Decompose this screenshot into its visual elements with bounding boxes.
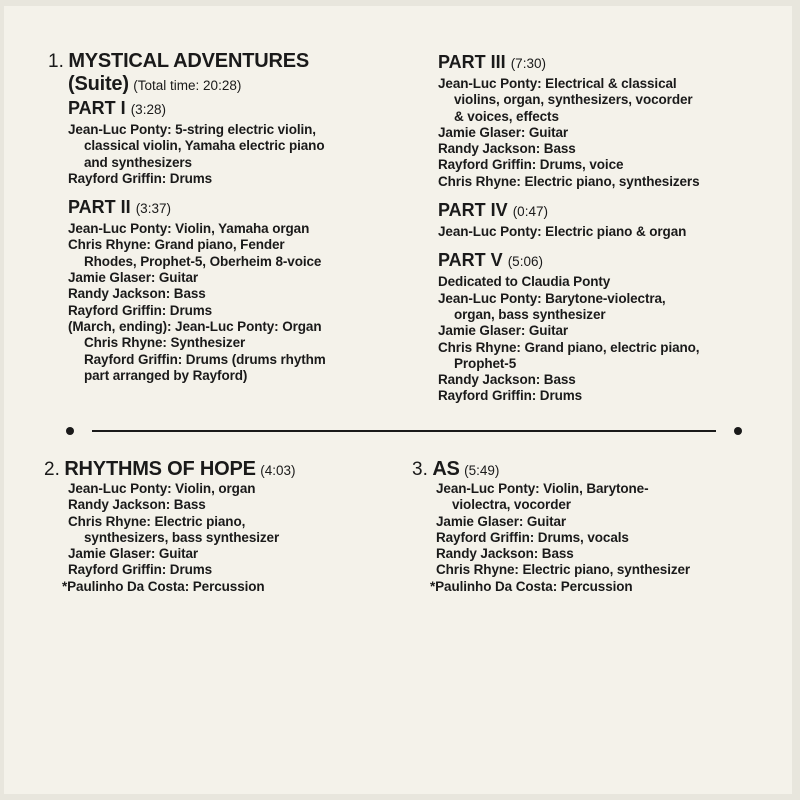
- track2-title: RHYTHMS OF HOPE: [64, 458, 256, 480]
- part2-line: Randy Jackson: Bass: [68, 286, 206, 302]
- part2-line: Jean-Luc Ponty: Violin, Yamaha organ: [68, 221, 310, 237]
- part3-line: Rayford Griffin: Drums, voice: [438, 157, 624, 173]
- track1-number: 1.: [48, 51, 64, 72]
- track3-title: AS: [432, 458, 460, 480]
- track2-number: 2.: [44, 459, 60, 480]
- track1-right-column: [438, 50, 699, 405]
- track1-title-row: [48, 50, 326, 73]
- part1-name: PART I: [68, 98, 126, 118]
- track3-line: Jean-Luc Ponty: Violin, Barytone-: [436, 481, 649, 496]
- part2-name: PART II: [68, 197, 131, 218]
- track2-credits: [44, 481, 296, 595]
- part5-block: [438, 248, 699, 404]
- part5-line: Jamie Glaser: Guitar: [438, 323, 569, 339]
- track3-line: Jamie Glaser: Guitar: [436, 513, 567, 529]
- part4-line: Jean-Luc Ponty: Electric piano & organ: [438, 224, 687, 240]
- track2-line: Randy Jackson: Bass: [68, 497, 206, 513]
- part3-line: Jean-Luc Ponty: Electrical & classical: [438, 76, 677, 91]
- track3-number: 3.: [412, 459, 428, 480]
- part2-line: Jamie Glaser: Guitar: [68, 270, 199, 286]
- part2-line: part arranged by Rayford): [84, 367, 248, 383]
- part2-heading: [68, 195, 326, 221]
- part1-line: classical violin, Yamaha electric piano: [84, 138, 325, 154]
- divider-right-dot: [734, 427, 742, 435]
- track2-line: Jean-Luc Ponty: Violin, organ: [68, 481, 256, 496]
- part2-line: Rayford Griffin: Drums (drums rhythm: [84, 351, 326, 367]
- part1-line: Rayford Griffin: Drums: [68, 170, 213, 186]
- part3-line: violins, organ, synthesizers, vocorder: [454, 92, 693, 108]
- part3-name: PART III: [438, 52, 506, 72]
- part1-block: [48, 96, 326, 187]
- track3-block: [412, 458, 690, 595]
- track3-title-row: [412, 458, 690, 481]
- track3-line: *Paulinho Da Costa: Percussion: [430, 578, 633, 594]
- track2-line: synthesizers, bass synthesizer: [84, 529, 280, 545]
- part5-line: Rayford Griffin: Drums: [438, 388, 583, 404]
- track1-title: MYSTICAL ADVENTURES: [68, 50, 309, 72]
- liner-notes-page: [4, 6, 792, 794]
- part5-time: (5:06): [507, 254, 543, 270]
- part4-block: [438, 198, 699, 240]
- part5-line: Prophet-5: [454, 355, 517, 371]
- track1-total-time: (Total time: 20:28): [133, 78, 242, 93]
- track2-title-row: [44, 458, 296, 481]
- part2-block: [48, 195, 326, 384]
- divider-line: [92, 430, 716, 432]
- part1-heading: [68, 96, 326, 122]
- part4-heading: [438, 198, 699, 224]
- part5-name: PART V: [438, 250, 503, 271]
- part5-heading: [438, 248, 699, 274]
- track1-left-column: [48, 50, 326, 384]
- part5-line: Randy Jackson: Bass: [438, 372, 576, 388]
- track3-line: violectra, vocorder: [452, 497, 571, 513]
- part2-line: (March, ending): Jean-Luc Ponty: Organ: [68, 318, 322, 334]
- track3-line: Randy Jackson: Bass: [436, 546, 574, 562]
- track2-time: (4:03): [260, 463, 296, 478]
- part1-time: (3:28): [130, 102, 166, 117]
- track2-block: [44, 458, 296, 595]
- divider-left-dot: [66, 427, 74, 435]
- part3-line: & voices, effects: [454, 108, 559, 124]
- part1-line: Jean-Luc Ponty: 5-string electric violin,: [68, 122, 316, 137]
- track2-line: Chris Rhyne: Electric piano,: [68, 513, 246, 529]
- part5-line: Chris Rhyne: Grand piano, electric piano,: [438, 339, 700, 355]
- track3-time: (5:49): [464, 463, 500, 478]
- track3-credits: [412, 481, 690, 595]
- part3-line: Randy Jackson: Bass: [438, 141, 576, 157]
- part3-line: Chris Rhyne: Electric piano, synthesizers: [438, 173, 700, 189]
- track1-suite: (Suite): [68, 73, 129, 95]
- track1-suite-row: [48, 73, 326, 96]
- part5-line: organ, bass synthesizer: [454, 306, 606, 322]
- part5-line: Jean-Luc Ponty: Barytone-violectra,: [438, 290, 666, 306]
- part5-line: Dedicated to Claudia Ponty: [438, 274, 611, 290]
- part3-line: Jamie Glaser: Guitar: [438, 124, 569, 140]
- part2-line: Chris Rhyne: Synthesizer: [84, 335, 246, 351]
- part2-time: (3:37): [135, 201, 171, 217]
- part2-line: Rhodes, Prophet-5, Oberheim 8-voice: [84, 253, 322, 269]
- section-divider: [66, 426, 742, 436]
- part4-time: (0:47): [512, 204, 548, 220]
- part3-heading: [438, 50, 699, 76]
- part2-line: Rayford Griffin: Drums: [68, 302, 213, 318]
- track2-line: Jamie Glaser: Guitar: [68, 546, 199, 562]
- part4-name: PART IV: [438, 200, 508, 221]
- track3-line: Chris Rhyne: Electric piano, synthesizer: [436, 562, 691, 578]
- part1-line: and synthesizers: [84, 154, 192, 170]
- part2-line: Chris Rhyne: Grand piano, Fender: [68, 237, 285, 253]
- track3-line: Rayford Griffin: Drums, vocals: [436, 529, 629, 545]
- track2-line: Rayford Griffin: Drums: [68, 562, 213, 578]
- track2-line: *Paulinho Da Costa: Percussion: [62, 578, 265, 594]
- part3-block: [438, 50, 699, 190]
- part3-time: (7:30): [510, 56, 546, 71]
